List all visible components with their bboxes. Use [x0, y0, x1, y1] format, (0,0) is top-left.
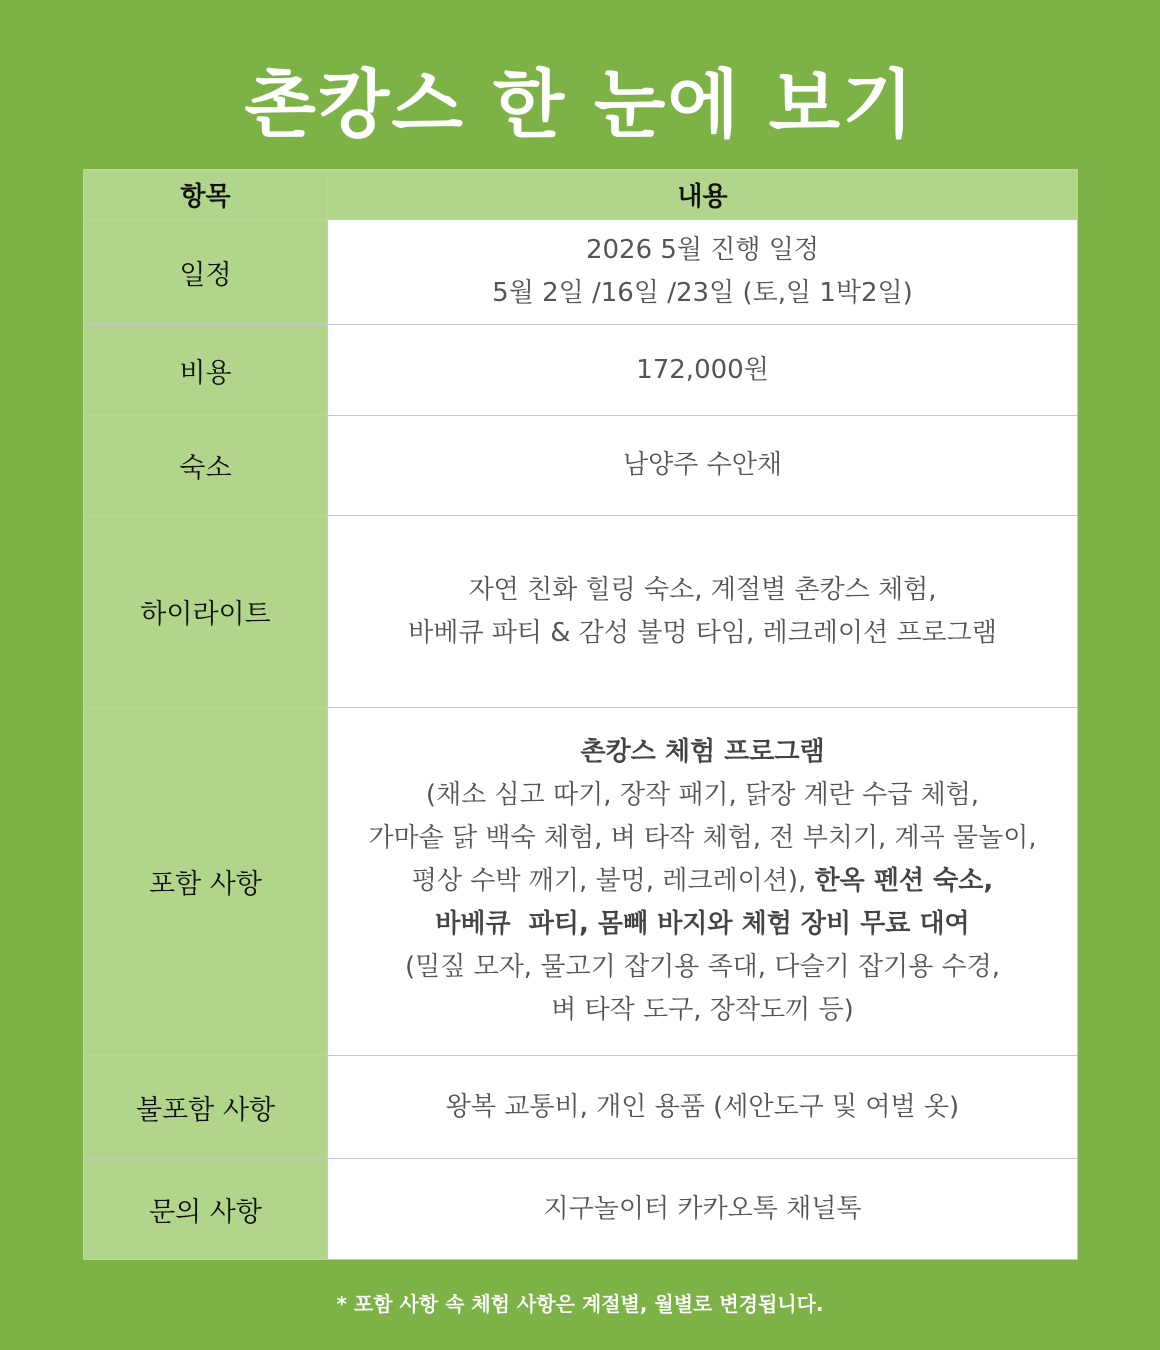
included-line-5: (밀짚 모자, 물고기 잡기용 족대, 다슬기 잡기용 수경, — [404, 952, 1001, 982]
table-row-highlight — [84, 516, 1078, 708]
included-line-3 — [328, 860, 1077, 903]
header-content: 내용 — [328, 170, 1078, 220]
inquiry-value: 지구놀이터 카카오톡 채널톡 — [543, 1193, 862, 1224]
schedule-line-1: 2026 5월 진행 일정 — [585, 235, 820, 265]
table-row-included — [84, 708, 1078, 1056]
row-content-schedule — [328, 220, 1078, 325]
row-content-lodging — [328, 416, 1078, 516]
highlight-line-2: 바베큐 파티 & 감성 불멍 타임, 레크레이션 프로그램 — [408, 617, 997, 648]
row-content-included — [328, 708, 1078, 1056]
table-row-excluded — [84, 1056, 1078, 1159]
row-label-highlight: 하이라이트 — [84, 516, 328, 708]
row-label-lodging: 숙소 — [84, 416, 328, 516]
included-line-4: 바베큐 파티, 몸빼 바지와 체험 장비 무료 대여 — [435, 909, 970, 939]
table-row-cost — [84, 325, 1078, 416]
table-header-row — [84, 170, 1078, 220]
row-content-highlight — [328, 516, 1078, 708]
included-line-3-strong: 한옥 펜션 숙소, — [814, 866, 994, 896]
row-label-schedule: 일정 — [84, 220, 328, 325]
row-label-excluded: 불포함 사항 — [84, 1056, 328, 1159]
included-line-1: (채소 심고 따기, 장작 패기, 닭장 계란 수급 체험, — [425, 780, 980, 810]
table-row-lodging — [84, 416, 1078, 516]
row-label-included: 포함 사항 — [84, 708, 328, 1056]
lodging-value: 남양주 수안채 — [623, 450, 782, 480]
row-content-excluded — [328, 1056, 1078, 1159]
page-title: 촌캉스 한 눈에 보기 — [244, 62, 916, 148]
info-table — [83, 169, 1078, 1260]
row-content-inquiry — [328, 1159, 1078, 1260]
highlight-line-1: 자연 친화 힐링 숙소, 계절별 촌캉스 체험, — [468, 574, 937, 605]
row-label-cost: 비용 — [84, 325, 328, 416]
table-row-schedule — [84, 220, 1078, 325]
included-program-title: 촌캉스 체험 프로그램 — [580, 737, 825, 767]
excluded-value: 왕복 교통비, 개인 용품 (세안도구 및 여벌 옷) — [445, 1091, 960, 1122]
schedule-line-2: 5월 2일 /16일 /23일 (토,일 1박2일) — [492, 278, 913, 308]
included-line-3-text: 평상 수박 깨기, 불멍, 레크레이션), — [411, 866, 815, 896]
included-line-6: 벼 타작 도구, 장작도끼 등) — [551, 995, 854, 1025]
row-label-inquiry: 문의 사항 — [84, 1159, 328, 1260]
row-content-cost — [328, 325, 1078, 416]
table-row-inquiry — [84, 1159, 1078, 1260]
footnote: * 포함 사항 속 체험 사항은 계절별, 월별로 변경됩니다. — [336, 1292, 824, 1316]
included-line-2: 가마솥 닭 백숙 체험, 벼 타작 체험, 전 부치기, 계곡 물놀이, — [368, 823, 1037, 853]
cost-value: 172,000원 — [636, 354, 769, 385]
header-item: 항목 — [84, 170, 328, 220]
